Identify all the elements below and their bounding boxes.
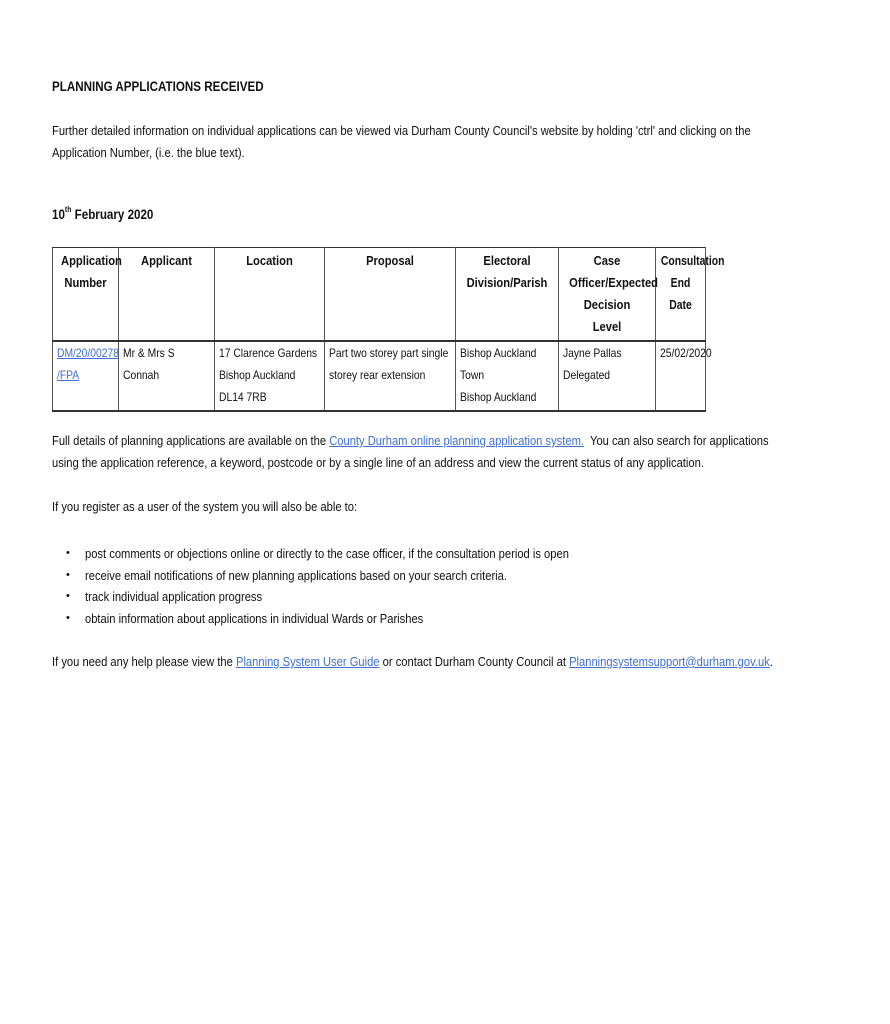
support-email-link[interactable]: Planningsystemsupport@durham.gov.uk	[569, 654, 770, 669]
online-planning-system-link[interactable]: County Durham online planning application system.	[329, 433, 585, 448]
list-item: • obtain information about applications in individual Wards or Parishes	[52, 608, 648, 630]
intro-line-1: Further detailed information on individual applications can be viewed via Durham County Council's website by holding 'ctrl' and clicking on the	[52, 123, 751, 138]
cell-application-number	[53, 341, 119, 411]
header-consultation-end-date: Consultation End Date	[656, 248, 706, 342]
cell-consultation-end-date: 25/02/2020	[656, 341, 706, 411]
intro-line-2: Application Number, (i.e. the blue text).	[52, 145, 245, 160]
application-number-link[interactable]: DM/20/00278 /FPA	[57, 346, 119, 382]
list-item: • receive email notifications of new planning applications based on your search criteria.	[52, 565, 648, 587]
help-paragraph: If you need any help please view the Planning System User Guide or contact Durham County Council at Planningsystemsupport@durham.gov.uk.	[52, 654, 773, 669]
header-proposal: Proposal	[325, 248, 456, 342]
header-case-officer: Case Officer/Expected Decision Level	[559, 248, 656, 342]
intro-paragraph	[52, 120, 864, 164]
list-item: • post comments or objections online or directly to the case officer, if the consultation period is open	[52, 543, 648, 565]
cell-proposal: Part two storey part single storey rear extension	[325, 341, 456, 411]
cell-electoral-division: Bishop Auckland Town Bishop Auckland	[456, 341, 559, 411]
header-application-number: Application Number	[53, 248, 119, 342]
date-suffix: th	[64, 205, 72, 214]
date-day: 10	[52, 207, 65, 222]
page-title: PLANNING APPLICATIONS RECEIVED	[52, 79, 264, 94]
bullet-icon: •	[66, 590, 70, 602]
header-location: Location	[215, 248, 325, 342]
cell-location: 17 Clarence Gardens Bishop Auckland DL14 7RB	[215, 341, 325, 411]
register-paragraph: If you register as a user of the system you will also be able to:	[52, 499, 358, 514]
cell-case-officer: Jayne Pallas Delegated	[559, 341, 656, 411]
benefits-list	[52, 543, 648, 629]
header-electoral-division: Electoral Division/Parish	[456, 248, 559, 342]
list-item: • track individual application progress	[52, 586, 648, 608]
user-guide-link[interactable]: Planning System User Guide	[235, 654, 380, 669]
cell-applicant: Mr & Mrs S Connah	[119, 341, 215, 411]
full-details-paragraph: Full details of planning applications are available on the County Durham online planning application system. You can also search for applications using the application reference, a keyword, postcode or by a single line of an address and view the current status of any application.	[52, 430, 885, 474]
applications-table	[52, 247, 725, 412]
table-row	[53, 341, 706, 411]
bullet-icon: •	[66, 547, 70, 559]
bullet-icon: •	[66, 611, 70, 624]
full-details-line-2: using the application reference, a keyword, postcode or by a single line of an address and view the current status of any application.	[52, 455, 704, 470]
date-rest: February 2020	[71, 207, 154, 222]
table-header-row	[53, 248, 706, 342]
header-applicant: Applicant	[119, 248, 215, 342]
date-heading	[52, 207, 170, 222]
bullet-icon: •	[66, 568, 70, 581]
